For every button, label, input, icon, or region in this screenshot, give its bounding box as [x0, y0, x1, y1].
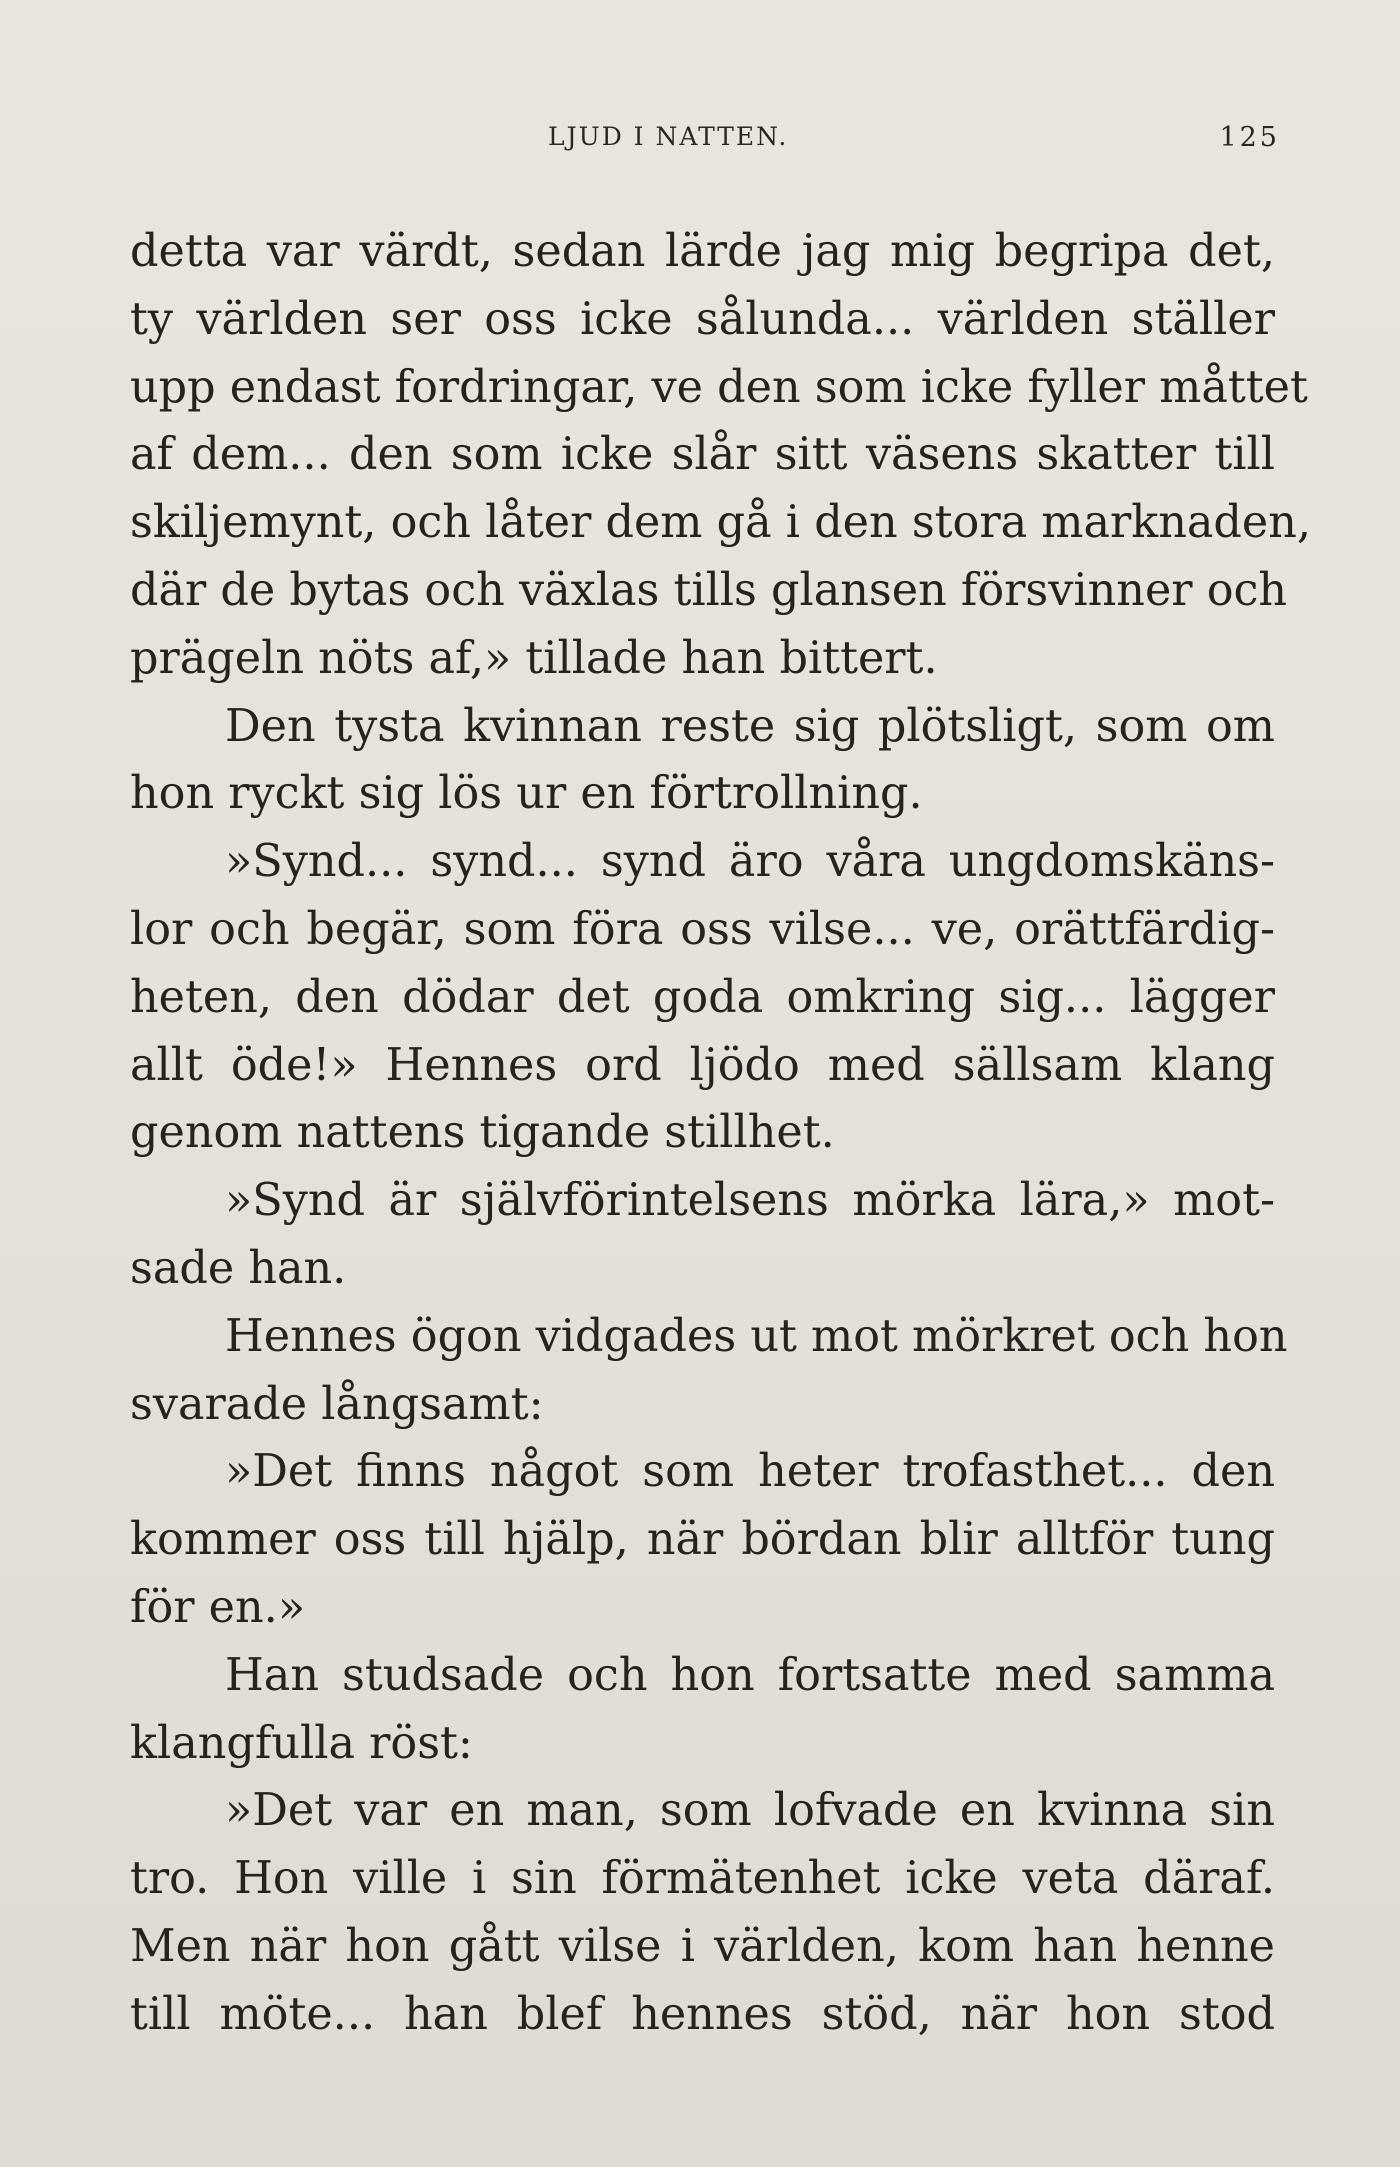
text-line: genom nattens tigande stillhet. — [130, 1107, 835, 1159]
running-title: LJUD I NATTEN. — [548, 122, 789, 151]
text-line: Hennes ögon vidgades ut mot mörkret och hon — [225, 1310, 1288, 1362]
body-text — [130, 218, 1312, 2049]
page-header — [130, 122, 1280, 162]
text-line: sade han. — [130, 1242, 347, 1294]
text-line: prägeln nöts af,» tillade han bittert. — [130, 632, 938, 684]
text-line: heten, den dödar det goda omkring sig... lägger — [130, 971, 1275, 1023]
text-line: klangfulla röst: — [130, 1717, 473, 1769]
text-line: upp endast fordringar, ve den som icke fyller måttet — [130, 361, 1308, 413]
text-line: »Det var en man, som lofvade en kvinna sin — [225, 1785, 1275, 1837]
text-line: detta var värdt, sedan lärde jag mig begripa det, — [130, 226, 1275, 277]
text-line: till möte... han blef hennes stöd, när hon stod — [130, 1988, 1275, 2040]
text-line: allt öde!» Hennes ord ljödo med sällsam klang — [130, 1039, 1275, 1091]
text-line: af dem... den som icke slår sitt väsens skatter till — [130, 429, 1275, 481]
text-line: »Synd... synd... synd äro våra ungdomskäns- — [225, 836, 1275, 888]
text-line: hon ryckt sig lös ur en förtrollning. — [130, 768, 923, 820]
page-number: 125 — [1219, 122, 1280, 153]
text-line: »Det finns något som heter trofasthet... den — [225, 1446, 1275, 1498]
text-line: Han studsade och hon fortsatte med samma — [225, 1649, 1275, 1701]
text-line: Den tysta kvinnan reste sig plötsligt, som om — [225, 700, 1275, 752]
text-line: för en.» — [130, 1581, 306, 1633]
text-line: svarade långsamt: — [130, 1378, 544, 1430]
text-line: lor och begär, som föra oss vilse... ve, orättfärdig- — [130, 903, 1275, 955]
text-line: ty världen ser oss icke sålunda... världen ställer — [130, 293, 1275, 345]
text-line: tro. Hon ville i sin förmätenhet icke veta däraf. — [130, 1853, 1275, 1905]
text-line: Men när hon gått vilse i världen, kom han henne — [130, 1920, 1275, 1972]
text-line: där de bytas och växlas tills glansen försvinner och — [130, 564, 1288, 616]
text-line: »Synd är självförintelsens mörka lära,» mot- — [225, 1175, 1275, 1227]
text-line: skiljemynt, och låter dem gå i den stora marknaden, — [130, 497, 1312, 549]
text-line: kommer oss till hjälp, när bördan blir alltför tung — [130, 1514, 1275, 1566]
